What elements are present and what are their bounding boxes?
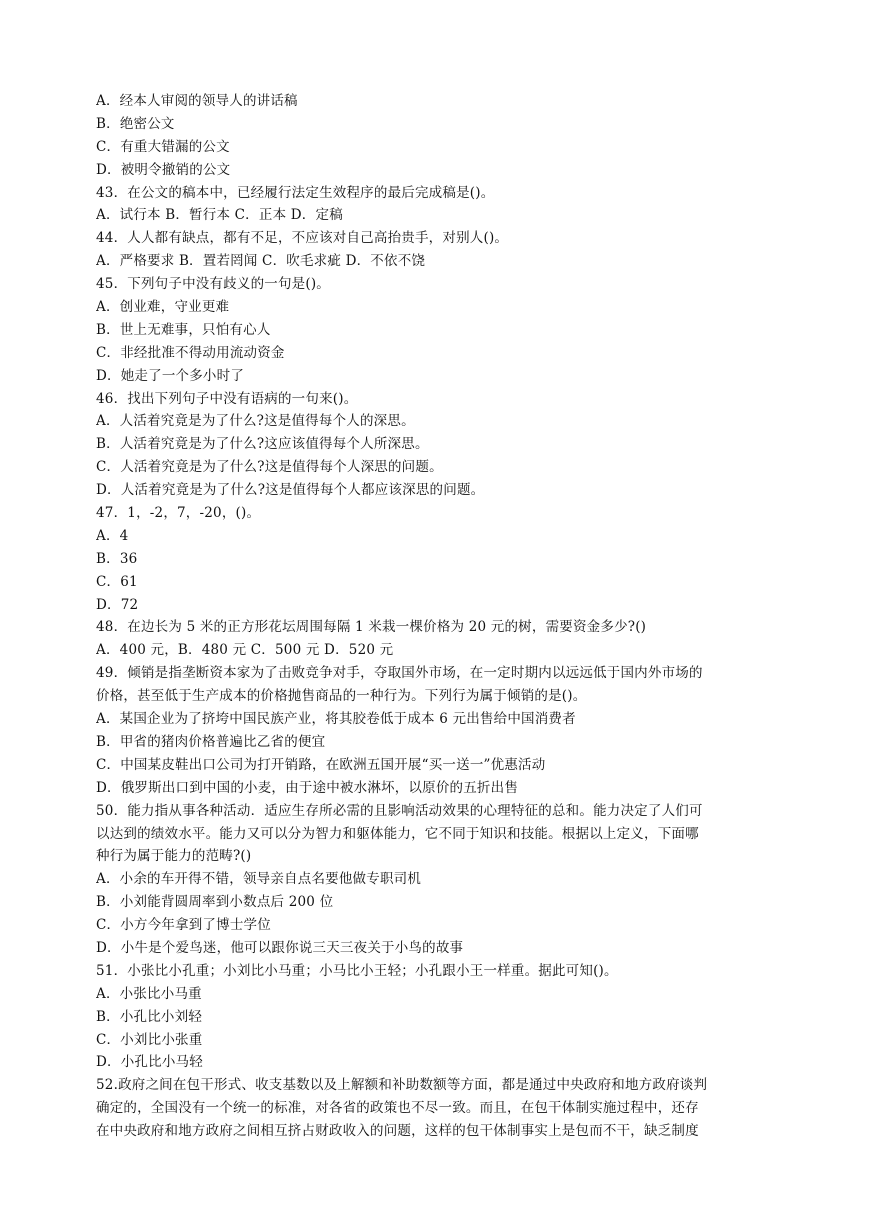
- text-line: A．某国企业为了挤垮中国民族产业，将其胶卷低于成本 6 元出售给中国消费者: [96, 711, 576, 728]
- text-line: B．小孔比小刘轻: [96, 1008, 203, 1025]
- text-line: A．4: [96, 527, 129, 544]
- text-line: A．小余的车开得不错，领导亲自点名要他做专职司机: [96, 871, 422, 888]
- text-line: 价格，甚至低于生产成本的价格抛售商品的一种行为。下列行为属于倾销的是()。: [96, 688, 587, 705]
- question-44: 44．人人都有缺点，都有不足，不应该对自己高抬贵手，对别人()。: [96, 230, 509, 247]
- text-line: C．61: [96, 573, 138, 590]
- text-line: C．小刘比小张重: [96, 1031, 203, 1048]
- text-line: B．36: [96, 550, 138, 567]
- text-line: 在中央政府和地方政府之间相互挤占财政收入的问题，这样的包干体制事实上是包而不干，缺乏制度: [96, 1123, 699, 1140]
- text-line: 种行为属于能力的范畴?(): [96, 848, 252, 865]
- question-48: 48．在边长为 5 米的正方形花坛周围每隔 1 米栽一棵价格为 20 元的树，需要资金多少?(): [96, 619, 647, 636]
- text-line: D．被明令撤销的公文: [96, 161, 231, 178]
- text-line: D．72: [96, 596, 139, 613]
- text-line: D．俄罗斯出口到中国的小麦，由于途中被水淋坏，以原价的五折出售: [96, 779, 519, 796]
- text-line: A．400 元，B．480 元 C．500 元 D．520 元: [96, 642, 394, 659]
- text-line: A．创业难，守业更难: [96, 299, 230, 316]
- text-line: C．中国某皮鞋出口公司为打开销路，在欧洲五国开展“买一送一”优惠活动: [96, 756, 546, 773]
- text-line: A．试行本 B．暂行本 C．正本 D．定稿: [96, 207, 343, 224]
- text-line: 以达到的绩效水平。能力又可以分为智力和躯体能力，它不同于知识和技能。根据以上定义，下面哪: [96, 825, 699, 842]
- text-line: B．小刘能背圆周率到小数点后 200 位: [96, 894, 334, 911]
- text-line: D．人活着究竟是为了什么?这是值得每个人都应该深思的问题。: [96, 482, 485, 499]
- text-line: D．她走了一个多小时了: [96, 367, 245, 384]
- text-line: A．小张比小马重: [96, 985, 202, 1002]
- text-line: B．人活着究竟是为了什么?这应该值得每个人所深思。: [96, 436, 429, 453]
- text-line: B．甲省的猪肉价格普遍比乙省的便宜: [96, 733, 326, 750]
- document-page: [96, 90, 786, 1143]
- text-line: C．有重大错漏的公文: [96, 138, 230, 155]
- text-line: C．非经批准不得动用流动资金: [96, 344, 285, 361]
- question-49: 49．倾销是指垄断资本家为了击败竞争对手，夺取国外市场，在一定时期内以远远低于国内外市场的: [96, 665, 703, 682]
- text-line: D．小牛是个爱鸟迷，他可以跟你说三天三夜关于小鸟的故事: [96, 939, 464, 956]
- question-46: 46．找出下列句子中没有语病的一句来()。: [96, 390, 358, 407]
- text-line: B．绝密公文: [96, 115, 175, 132]
- question-47: 47．1，-2，7，-20，()。: [96, 505, 261, 522]
- question-52: 52.政府之间在包干形式、收支基数以及上解额和补助数额等方面，都是通过中央政府和地方政府谈判: [96, 1077, 708, 1094]
- text-line: D．小孔比小马轻: [96, 1054, 203, 1071]
- text-line: B．世上无难事，只怕有心人: [96, 321, 271, 338]
- text-line: C．人活着究竟是为了什么?这是值得每个人深思的问题。: [96, 459, 443, 476]
- text-line: A．经本人审阅的领导人的讲话稿: [96, 93, 298, 109]
- question-50: 50．能力指从事各种活动．适应生存所必需的且影响活动效果的心理特征的总和。能力决定了人们可: [96, 802, 703, 819]
- question-51: 51．小张比小孔重；小刘比小马重；小马比小王轻；小孔跟小王一样重。据此可知()。: [96, 962, 618, 979]
- question-43: 43．在公文的稿本中，已经履行法定生效程序的最后完成稿是()。: [96, 184, 495, 201]
- text-line: C．小方今年拿到了博士学位: [96, 917, 271, 934]
- text-line: A．人活着究竟是为了什么?这是值得每个人的深思。: [96, 413, 415, 430]
- question-45: 45．下列句子中没有歧义的一句是()。: [96, 276, 331, 293]
- text-line: A．严格要求 B．置若罔闻 C．吹毛求疵 D．不依不饶: [96, 253, 426, 270]
- text-line: 确定的，全国没有一个统一的标准，对各省的政策也不尽一致。而且，在包干体制实施过程中，还存: [96, 1100, 699, 1117]
